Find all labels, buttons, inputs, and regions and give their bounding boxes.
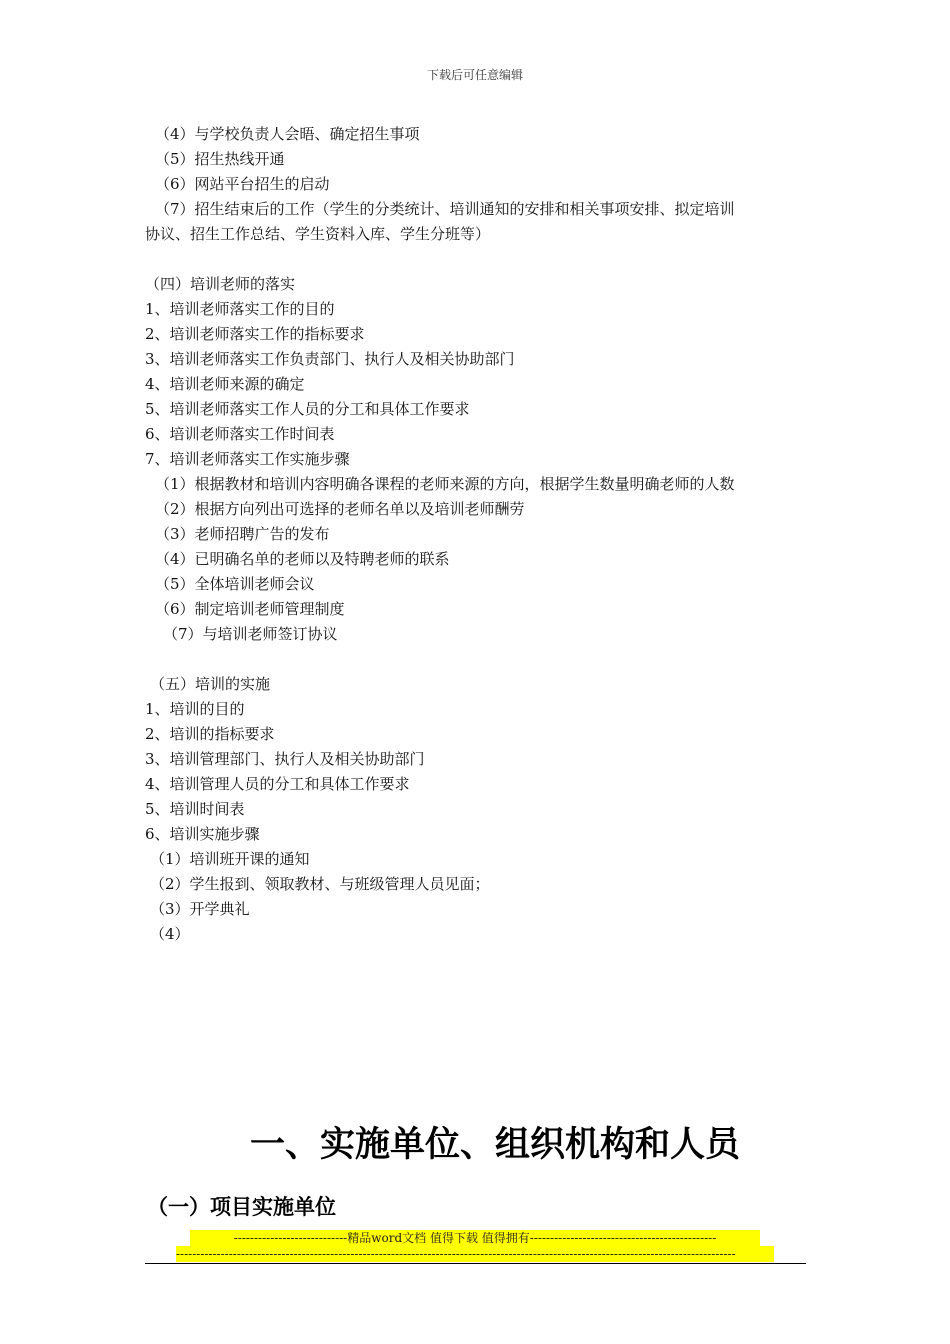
list-item: 6、培训老师落实工作时间表 [145,425,335,443]
list-item: 4、培训老师来源的确定 [145,375,305,393]
list-item: （5）全体培训老师会议 [155,575,315,593]
footer-watermark-line: ------------------------------------------------------------------------------------------------------------------------------------------ [176,1246,774,1262]
list-item: （1）培训班开课的通知 [150,850,310,868]
list-item: 1、培训的目的 [145,700,245,718]
section-title: （五）培训的实施 [150,675,271,693]
section-title: （四）培训老师的落实 [145,275,296,293]
list-item: （3）开学典礼 [150,900,250,918]
list-item: （3）老师招聘广告的发布 [155,525,330,543]
chapter-heading: 一、实施单位、组织机构和人员 [249,1125,740,1165]
list-item: （4）已明确名单的老师以及特聘老师的联系 [155,550,450,568]
list-item: 6、培训实施步骤 [145,825,260,843]
list-item: （6）网站平台招生的启动 [155,175,330,193]
list-item: （4）与学校负责人会晤、确定招生事项 [155,125,420,143]
list-item: 2、培训的指标要求 [145,725,275,743]
section-heading: （一）项目实施单位 [147,1195,336,1219]
list-item: 5、培训老师落实工作人员的分工和具体工作要求 [145,400,470,418]
list-item: （1）根据教材和培训内容明确各课程的老师来源的方向，根据学生数量明确老师的人数 [155,475,735,493]
list-item: （6）制定培训老师管理制度 [155,600,345,618]
list-item: （4） [150,925,190,943]
list-item: 2、培训老师落实工作的指标要求 [145,325,365,343]
list-item: 3、培训老师落实工作负责部门、执行人及相关协助部门 [145,350,515,368]
list-item: （2）学生报到、领取教材、与班级管理人员见面； [150,875,490,893]
footer-watermark-line: ----------------------------精品word文档 值得下载 值得拥有---------------------------------------------- [190,1230,760,1246]
list-item: 7、培训老师落实工作实施步骤 [145,450,350,468]
list-item: （7）招生结束后的工作（学生的分类统计、培训通知的安排和相关事项安排、拟定培训 [155,200,735,218]
list-item: （5）招生热线开通 [155,150,285,168]
list-item: （2）根据方向列出可选择的老师名单以及培训老师酬劳 [155,500,525,518]
footer-divider [145,1263,806,1264]
list-item: （7）与培训老师签订协议 [163,625,338,643]
page-header-note: 下载后可任意编辑 [426,68,523,82]
list-item: 4、培训管理人员的分工和具体工作要求 [145,775,410,793]
list-item: 1、培训老师落实工作的目的 [145,300,335,318]
list-item: 3、培训管理部门、执行人及相关协助部门 [145,750,425,768]
list-item: 5、培训时间表 [145,800,245,818]
list-item: 协议、招生工作总结、学生资料入库、学生分班等） [145,225,491,243]
